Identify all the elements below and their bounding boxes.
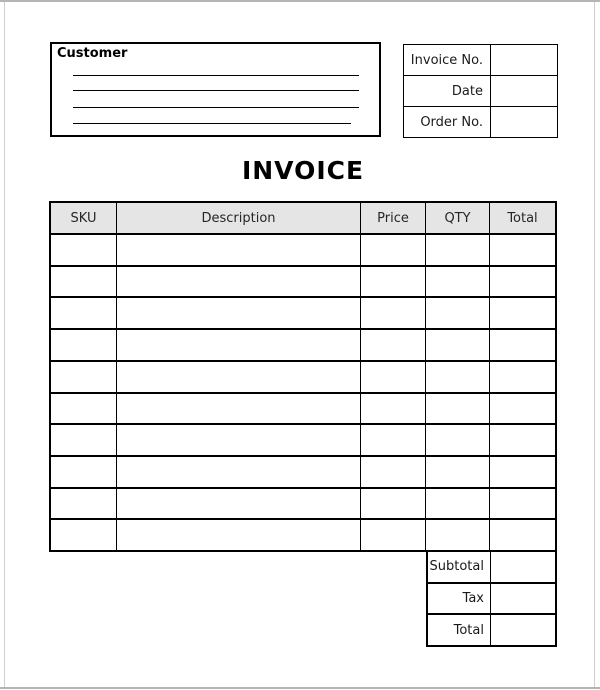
item-cell-qty[interactable] [426, 489, 490, 519]
customer-writing-line[interactable] [73, 123, 351, 124]
item-cell-description[interactable] [117, 235, 361, 265]
item-cell-price[interactable] [361, 330, 426, 360]
customer-writing-line[interactable] [73, 90, 359, 91]
tax-field[interactable] [491, 584, 555, 614]
invoice-info-row [404, 76, 557, 107]
item-cell-sku[interactable] [51, 425, 117, 455]
page-title: INVOICE [241, 156, 365, 185]
line-items-header [51, 203, 555, 235]
item-cell-sku[interactable] [51, 520, 117, 550]
customer-writing-line[interactable] [73, 75, 359, 76]
summary-row [428, 552, 555, 584]
invoice-info-row [404, 107, 557, 137]
item-row [51, 489, 555, 521]
item-cell-qty[interactable] [426, 235, 490, 265]
item-cell-qty[interactable] [426, 362, 490, 392]
tax-label: Tax [428, 584, 491, 614]
summary-row [428, 615, 555, 645]
item-cell-qty[interactable] [426, 330, 490, 360]
line-items-table [49, 201, 557, 552]
item-cell-sku[interactable] [51, 394, 117, 424]
item-cell-qty[interactable] [426, 298, 490, 328]
subtotal-field[interactable] [491, 552, 555, 582]
item-cell-total[interactable] [490, 425, 555, 455]
item-cell-description[interactable] [117, 489, 361, 519]
page-frame-top [0, 0, 600, 2]
item-cell-description[interactable] [117, 425, 361, 455]
customer-box [50, 42, 381, 137]
item-row [51, 267, 555, 299]
invoice-no-field[interactable] [491, 45, 557, 75]
item-cell-description[interactable] [117, 394, 361, 424]
item-cell-sku[interactable] [51, 330, 117, 360]
item-cell-price[interactable] [361, 267, 426, 297]
item-row [51, 235, 555, 267]
subtotal-label: Subtotal [428, 552, 491, 582]
item-cell-total[interactable] [490, 489, 555, 519]
item-row [51, 362, 555, 394]
item-cell-description[interactable] [117, 298, 361, 328]
item-cell-price[interactable] [361, 394, 426, 424]
page-frame-right [594, 2, 595, 687]
invoice-no-label: Invoice No. [404, 45, 491, 75]
column-header-qty: QTY [426, 203, 490, 233]
invoice-info-table [403, 44, 558, 138]
item-cell-total[interactable] [490, 362, 555, 392]
item-cell-qty[interactable] [426, 457, 490, 487]
item-row [51, 330, 555, 362]
date-label: Date [404, 76, 491, 106]
item-row [51, 425, 555, 457]
item-cell-qty[interactable] [426, 267, 490, 297]
item-cell-sku[interactable] [51, 235, 117, 265]
item-cell-qty[interactable] [426, 425, 490, 455]
column-header-sku: SKU [51, 203, 117, 233]
item-cell-total[interactable] [490, 394, 555, 424]
item-cell-total[interactable] [490, 457, 555, 487]
date-field[interactable] [491, 76, 557, 106]
summary-table [426, 552, 557, 647]
item-cell-total[interactable] [490, 520, 555, 550]
item-cell-price[interactable] [361, 235, 426, 265]
item-cell-description[interactable] [117, 520, 361, 550]
item-cell-sku[interactable] [51, 489, 117, 519]
item-cell-description[interactable] [117, 362, 361, 392]
item-cell-total[interactable] [490, 267, 555, 297]
item-row [51, 520, 555, 550]
item-cell-price[interactable] [361, 489, 426, 519]
column-header-total: Total [507, 210, 538, 226]
total-field[interactable] [491, 615, 555, 645]
item-cell-price[interactable] [361, 362, 426, 392]
customer-label: Customer [57, 46, 128, 61]
summary-row [428, 584, 555, 616]
item-cell-sku[interactable] [51, 457, 117, 487]
item-cell-price[interactable] [361, 298, 426, 328]
item-cell-sku[interactable] [51, 298, 117, 328]
column-header-description: Description [117, 203, 361, 233]
item-cell-price[interactable] [361, 520, 426, 550]
item-cell-description[interactable] [117, 267, 361, 297]
item-cell-sku[interactable] [51, 267, 117, 297]
item-cell-qty[interactable] [426, 520, 490, 550]
order-no-label: Order No. [404, 107, 491, 137]
item-cell-price[interactable] [361, 425, 426, 455]
item-cell-total[interactable] [490, 298, 555, 328]
item-cell-sku[interactable] [51, 362, 117, 392]
item-cell-total[interactable] [490, 235, 555, 265]
item-cell-price[interactable] [361, 457, 426, 487]
item-row [51, 394, 555, 426]
page-frame-left [4, 2, 5, 687]
order-no-field[interactable] [491, 107, 557, 137]
column-header-price: Price [361, 203, 426, 233]
total-label: Total [428, 615, 491, 645]
invoice-info-row [404, 45, 557, 76]
item-cell-total[interactable] [490, 330, 555, 360]
page-frame-bottom [0, 687, 600, 689]
customer-writing-line[interactable] [73, 107, 359, 108]
item-cell-description[interactable] [117, 330, 361, 360]
item-row [51, 457, 555, 489]
item-cell-qty[interactable] [426, 394, 490, 424]
item-cell-description[interactable] [117, 457, 361, 487]
item-row [51, 298, 555, 330]
